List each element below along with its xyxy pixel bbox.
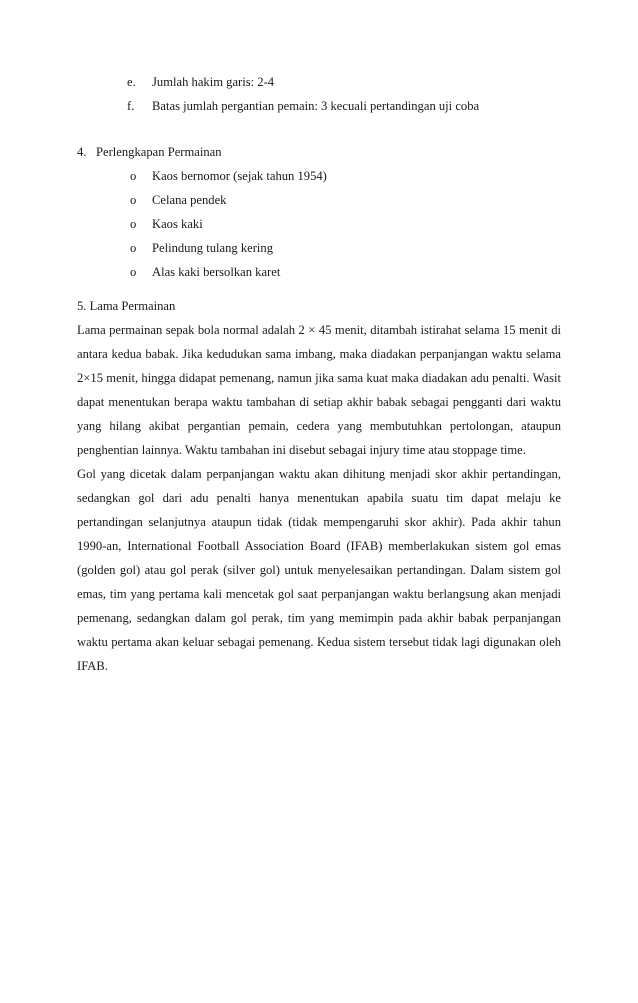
list-item-e: Jumlah hakim garis: 2-4 xyxy=(152,75,275,89)
list-item: Pelindung tulang kering xyxy=(152,241,274,255)
list-item-f: Batas jumlah pergantian pemain: 3 kecuali pertandingan uji coba xyxy=(152,99,480,113)
section-5-body xyxy=(77,318,561,678)
paragraph-1: Lama permainan sepak bola normal adalah 2 × 45 menit, ditambah istirahat selama 15 menit di antara kedua babak. Jika kedudukan sama imbang, maka diadakan perpanjangan waktu selama 2×15 menit, hingga didapat pemenang, namun jika sama kuat maka diadakan adu penalti. Wasit dapat menentukan berapa waktu tambahan di setiap akhir babak sebagai pengganti dari waktu yang hilang akibat pergantian pemain, cedera yang membutuhkan pertolongan, ataupun penghentian lainnya. Waktu tambahan ini disebut sebagai injury time atau stoppage time. xyxy=(77,323,561,457)
bullet-icon: o xyxy=(130,193,137,207)
bullet-icon: o xyxy=(130,265,137,279)
list-item: Kaos bernomor (sejak tahun 1954) xyxy=(152,169,327,183)
section-4-number: 4. xyxy=(77,145,87,159)
bullet-icon: o xyxy=(130,169,137,183)
list-marker-e: e. xyxy=(127,75,136,89)
bullet-icon: o xyxy=(130,217,137,231)
bullet-icon: o xyxy=(130,241,137,255)
list-item: Celana pendek xyxy=(152,193,227,207)
list-marker-f: f. xyxy=(127,99,135,113)
list-item: Alas kaki bersolkan karet xyxy=(152,265,281,279)
section-4-heading: Perlengkapan Permainan xyxy=(96,145,222,159)
paragraph-2: Gol yang dicetak dalam perpanjangan waktu akan dihitung menjadi skor akhir pertandingan, sedangkan gol dari adu penalti hanya menentukan apabila suatu tim dapat melaju ke pertandingan selanjutnya ataupun tidak (tidak mempengaruhi skor akhir). Pada akhir tahun 1990-an, International Football Association Board (IFAB) memberlakukan sistem gol emas (golden gol) atau gol perak (silver gol) untuk menyelesaikan pertandingan. Dalam sistem gol emas, tim yang pertama kali mencetak gol saat perpanjangan waktu berlangsung akan menjadi pemenang, sedangkan dalam gol perak, tim yang memimpin pada akhir babak perpanjangan waktu pertama akan keluar sebagai pemenang. Kedua sistem tersebut tidak lagi digunakan oleh IFAB. xyxy=(77,467,561,673)
section-5-heading: 5. Lama Permainan xyxy=(77,299,176,313)
list-item: Kaos kaki xyxy=(152,217,203,231)
